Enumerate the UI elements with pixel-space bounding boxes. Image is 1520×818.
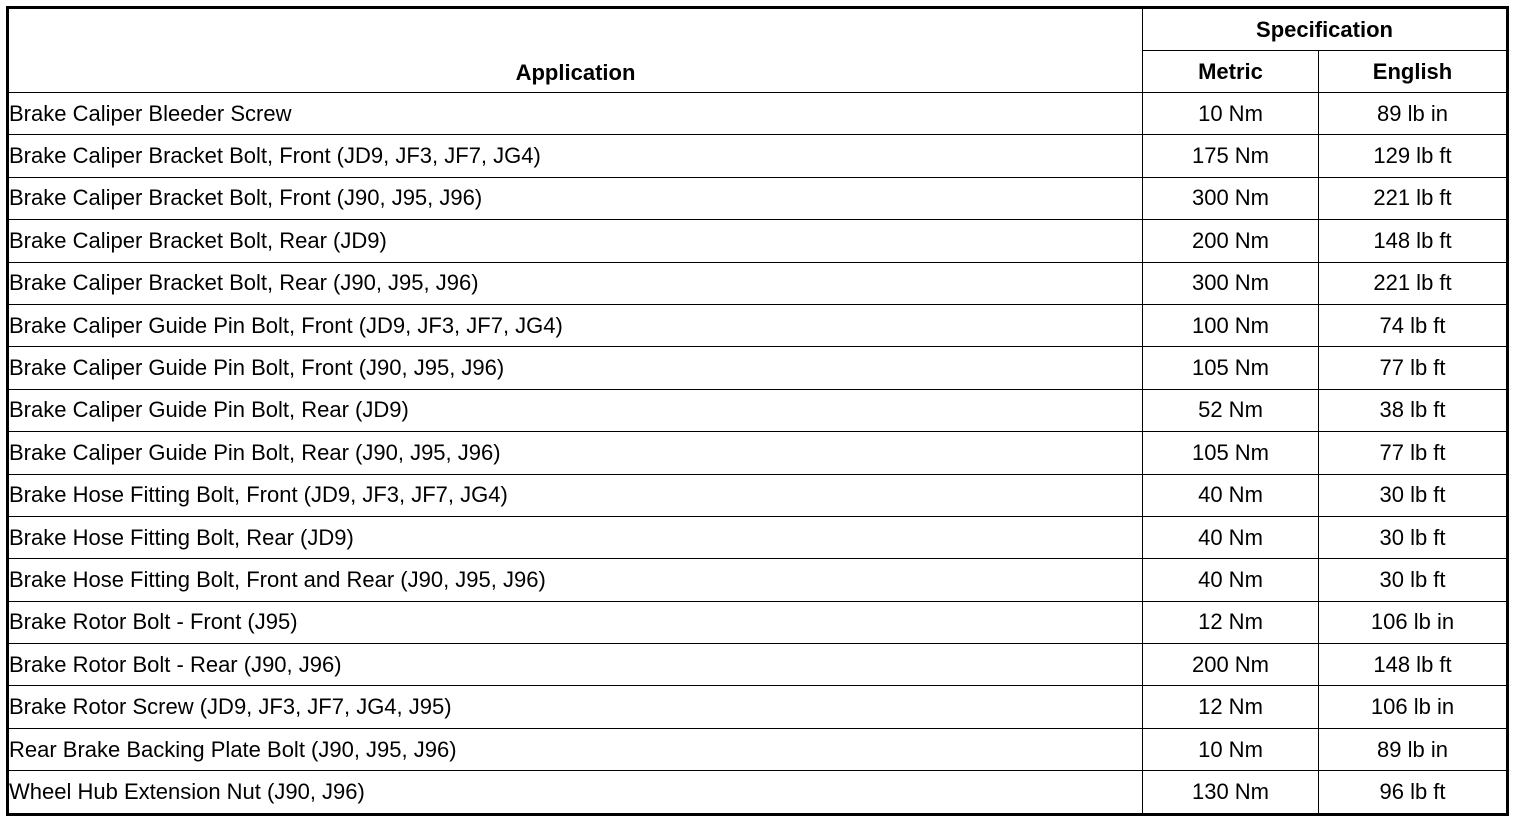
english-cell: 89 lb in: [1319, 93, 1508, 135]
application-cell: Brake Hose Fitting Bolt, Front and Rear (J90, J95, J96): [8, 559, 1143, 601]
application-cell: Brake Caliper Guide Pin Bolt, Rear (J90, J95, J96): [8, 432, 1143, 474]
metric-cell: 12 Nm: [1143, 601, 1319, 643]
table-row: [8, 516, 1508, 558]
table-body: [8, 93, 1508, 815]
english-column-header: English: [1319, 51, 1508, 93]
application-cell: Brake Caliper Guide Pin Bolt, Front (J90, J95, J96): [8, 347, 1143, 389]
metric-cell: 10 Nm: [1143, 728, 1319, 770]
metric-cell: 175 Nm: [1143, 135, 1319, 177]
english-cell: 30 lb ft: [1319, 516, 1508, 558]
table-row: [8, 601, 1508, 643]
english-cell: 30 lb ft: [1319, 474, 1508, 516]
english-cell: 106 lb in: [1319, 686, 1508, 728]
application-cell: Wheel Hub Extension Nut (J90, J96): [8, 771, 1143, 814]
english-cell: 106 lb in: [1319, 601, 1508, 643]
metric-cell: 130 Nm: [1143, 771, 1319, 814]
header-row-top: [8, 8, 1508, 51]
metric-cell: 40 Nm: [1143, 559, 1319, 601]
table-row: [8, 304, 1508, 346]
english-cell: 148 lb ft: [1319, 644, 1508, 686]
application-cell: Brake Caliper Bleeder Screw: [8, 93, 1143, 135]
english-cell: 129 lb ft: [1319, 135, 1508, 177]
application-cell: Brake Hose Fitting Bolt, Front (JD9, JF3, JF7, JG4): [8, 474, 1143, 516]
table-row: [8, 347, 1508, 389]
metric-cell: 40 Nm: [1143, 474, 1319, 516]
application-cell: Brake Rotor Bolt - Front (J95): [8, 601, 1143, 643]
torque-specification-table: [6, 6, 1509, 816]
english-cell: 30 lb ft: [1319, 559, 1508, 601]
application-cell: Brake Caliper Bracket Bolt, Rear (JD9): [8, 220, 1143, 262]
application-column-header: Application: [8, 8, 1143, 93]
application-cell: Brake Hose Fitting Bolt, Rear (JD9): [8, 516, 1143, 558]
metric-cell: 105 Nm: [1143, 347, 1319, 389]
specification-column-header: Specification: [1143, 8, 1508, 51]
english-cell: 96 lb ft: [1319, 771, 1508, 814]
application-cell: Brake Caliper Guide Pin Bolt, Front (JD9, JF3, JF7, JG4): [8, 304, 1143, 346]
application-cell: Brake Caliper Bracket Bolt, Front (JD9, JF3, JF7, JG4): [8, 135, 1143, 177]
application-cell: Brake Caliper Bracket Bolt, Front (J90, J95, J96): [8, 177, 1143, 219]
table-row: [8, 771, 1508, 814]
english-cell: 221 lb ft: [1319, 262, 1508, 304]
table-row: [8, 559, 1508, 601]
english-cell: 38 lb ft: [1319, 389, 1508, 431]
table-row: [8, 432, 1508, 474]
table-row: [8, 262, 1508, 304]
application-cell: Rear Brake Backing Plate Bolt (J90, J95, J96): [8, 728, 1143, 770]
table-row: [8, 474, 1508, 516]
english-cell: 221 lb ft: [1319, 177, 1508, 219]
table-row: [8, 686, 1508, 728]
application-cell: Brake Caliper Guide Pin Bolt, Rear (JD9): [8, 389, 1143, 431]
table-row: [8, 220, 1508, 262]
table-row: [8, 177, 1508, 219]
english-cell: 89 lb in: [1319, 728, 1508, 770]
metric-cell: 200 Nm: [1143, 220, 1319, 262]
metric-cell: 200 Nm: [1143, 644, 1319, 686]
table-row: [8, 93, 1508, 135]
english-cell: 77 lb ft: [1319, 432, 1508, 474]
metric-cell: 40 Nm: [1143, 516, 1319, 558]
metric-cell: 300 Nm: [1143, 177, 1319, 219]
english-cell: 77 lb ft: [1319, 347, 1508, 389]
metric-cell: 105 Nm: [1143, 432, 1319, 474]
metric-cell: 300 Nm: [1143, 262, 1319, 304]
metric-cell: 52 Nm: [1143, 389, 1319, 431]
metric-cell: 100 Nm: [1143, 304, 1319, 346]
english-cell: 148 lb ft: [1319, 220, 1508, 262]
table-row: [8, 135, 1508, 177]
metric-column-header: Metric: [1143, 51, 1319, 93]
table-row: [8, 389, 1508, 431]
application-cell: Brake Rotor Bolt - Rear (J90, J96): [8, 644, 1143, 686]
table-row: [8, 728, 1508, 770]
metric-cell: 12 Nm: [1143, 686, 1319, 728]
table-row: [8, 644, 1508, 686]
english-cell: 74 lb ft: [1319, 304, 1508, 346]
metric-cell: 10 Nm: [1143, 93, 1319, 135]
application-cell: Brake Rotor Screw (JD9, JF3, JF7, JG4, J95): [8, 686, 1143, 728]
application-cell: Brake Caliper Bracket Bolt, Rear (J90, J95, J96): [8, 262, 1143, 304]
